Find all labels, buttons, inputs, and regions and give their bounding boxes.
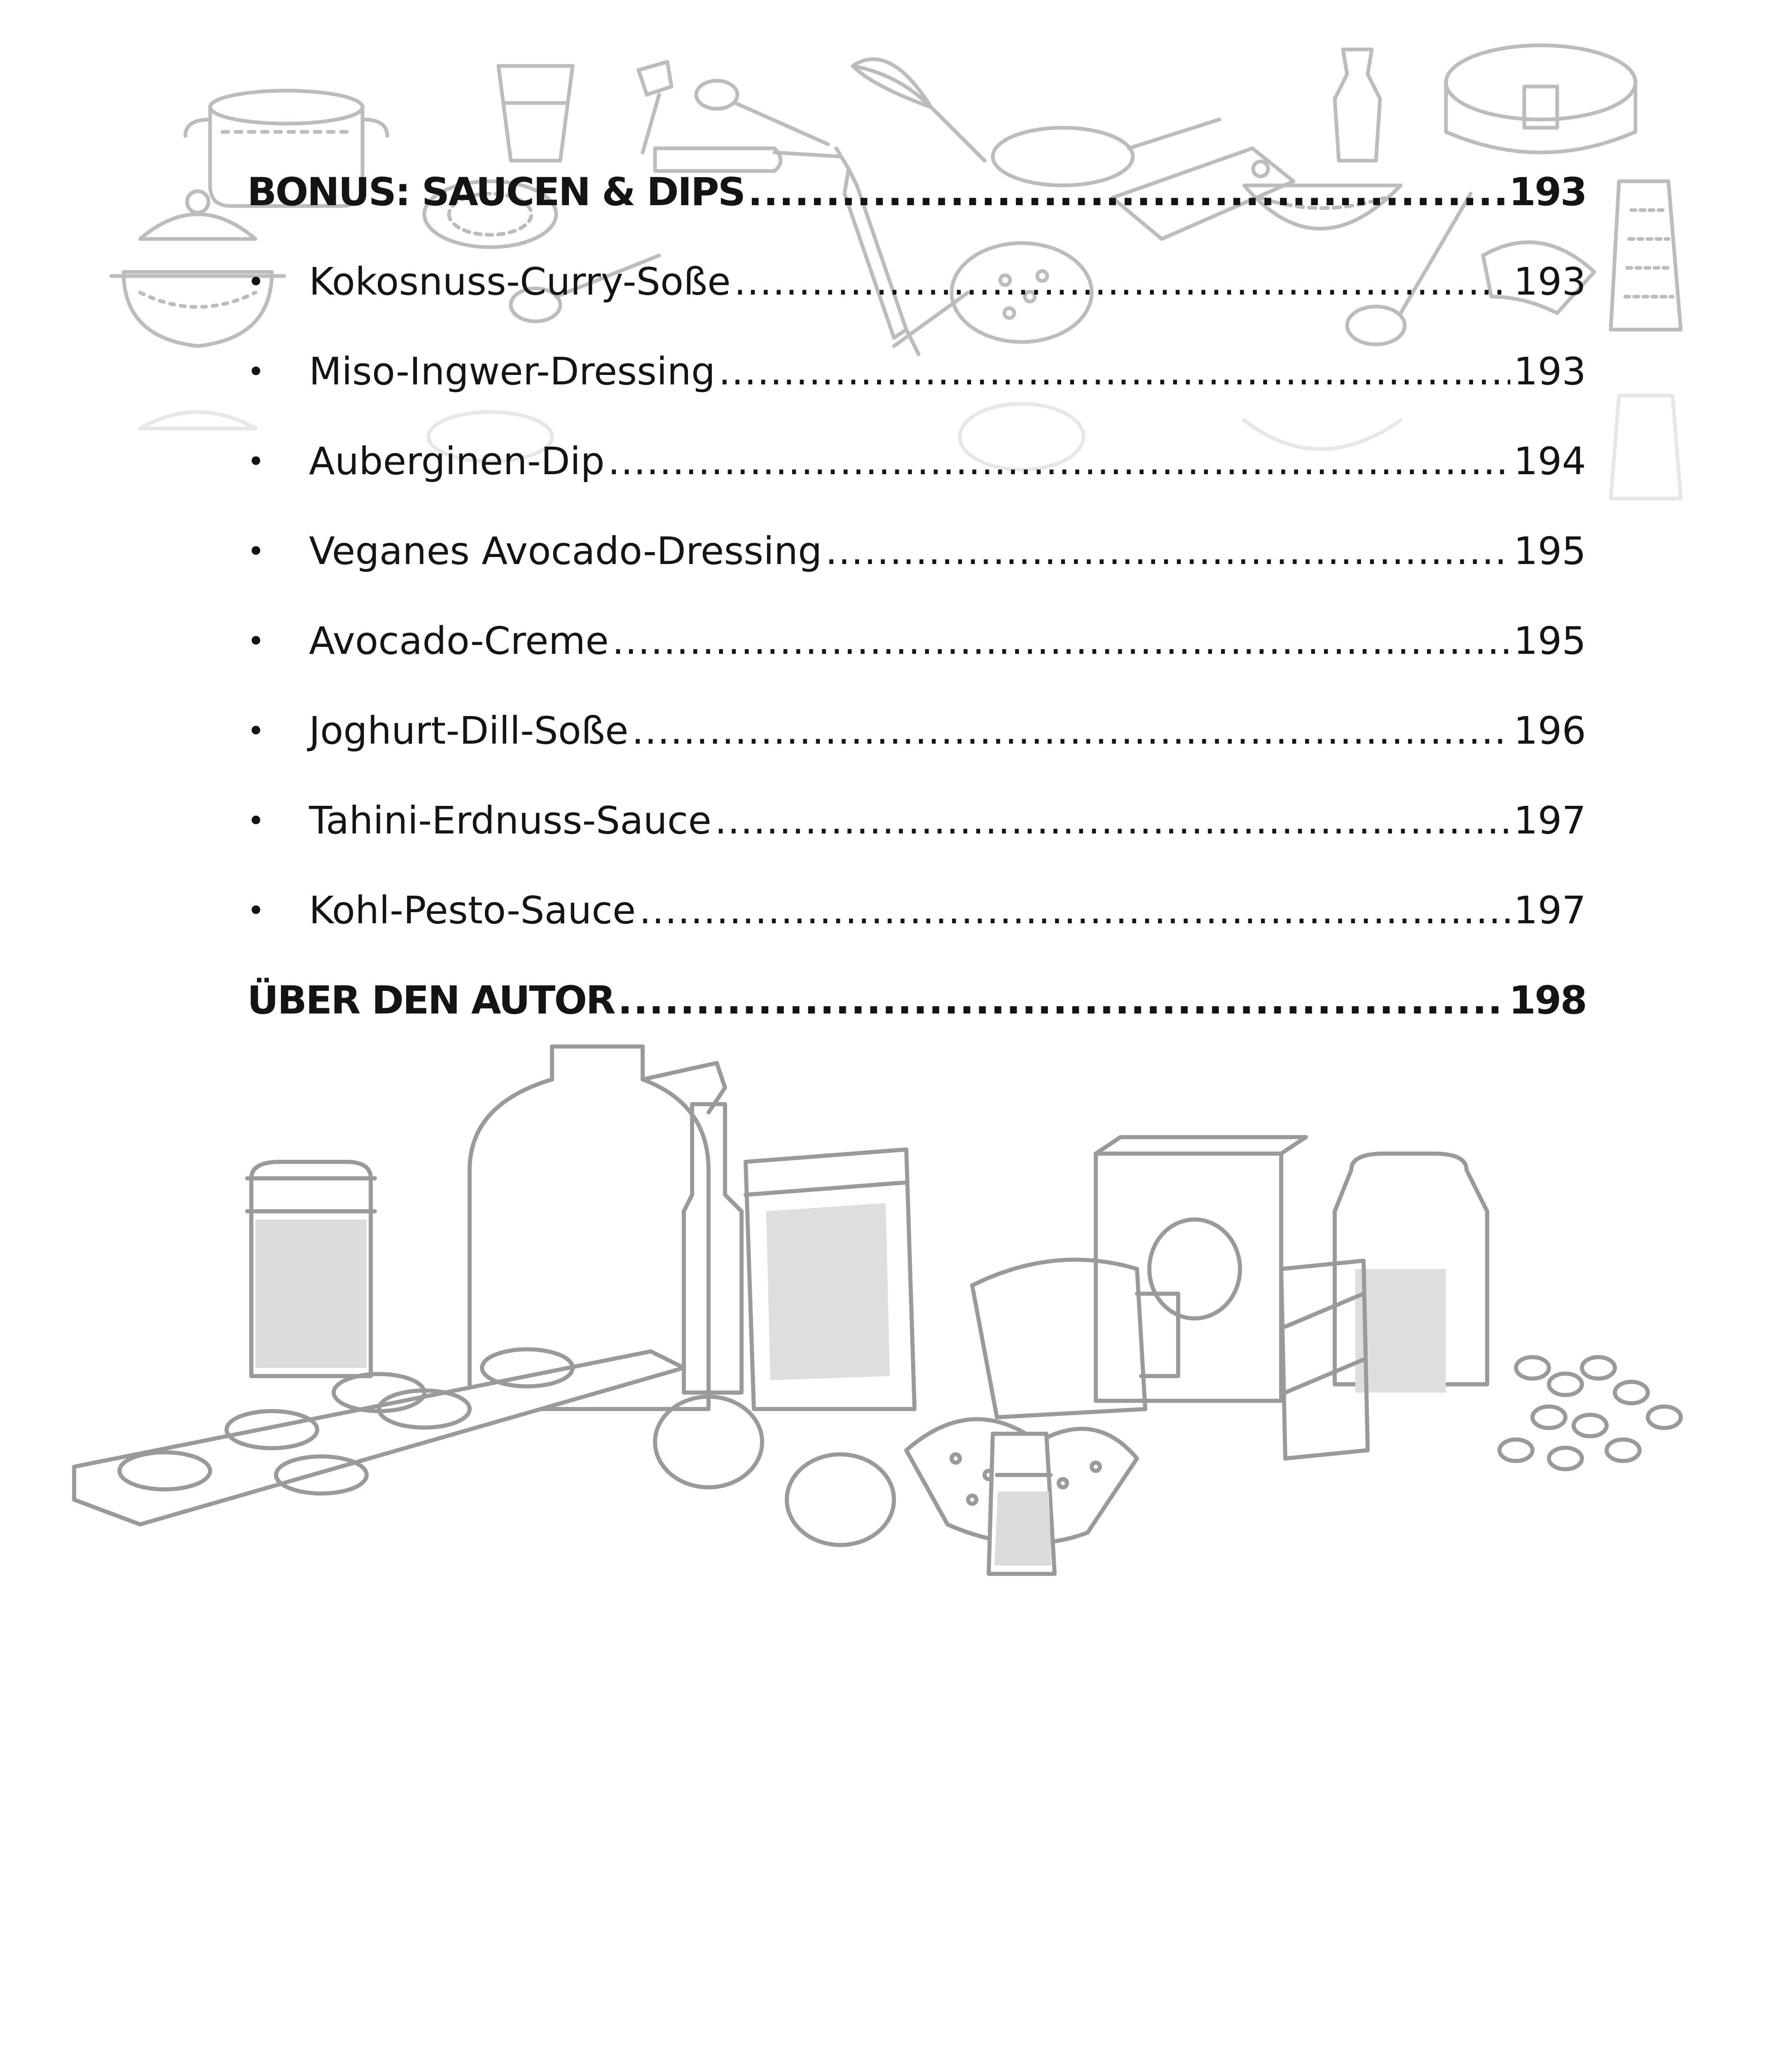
toc-leader-dots: [608, 442, 1511, 480]
bullet-icon: •: [247, 265, 265, 299]
toc-leader-dots: [632, 712, 1511, 750]
pot-lid-icon: [140, 191, 255, 239]
bullet-icon: •: [247, 354, 265, 389]
toc-item-title: Tahini-Erdnuss-Sauce: [309, 798, 711, 843]
corkscrew-icon: [639, 62, 671, 152]
toc-leader-dots: [612, 622, 1511, 660]
toc-item-title: Miso-Ingwer-Dressing: [309, 349, 716, 393]
bullet-icon: •: [247, 893, 265, 928]
toc-leader-dots: [715, 802, 1510, 840]
toc-item[interactable]: [247, 349, 1586, 442]
toc-item-title: Kokosnuss-Curry-Soße: [309, 260, 731, 304]
toc-item[interactable]: [247, 619, 1586, 712]
toc-leader-dots: [825, 532, 1510, 570]
toc-page-number: 194: [1514, 439, 1586, 483]
small-bottle-icon: [684, 1104, 742, 1393]
muffin-tray-icon: [74, 1349, 684, 1524]
bullet-icon: •: [247, 803, 265, 838]
box-icon: [1096, 1137, 1306, 1401]
toc-leader-dots: [618, 981, 1506, 1020]
glass-icon: [498, 66, 573, 161]
jar-icon: [1335, 1154, 1487, 1393]
beans-icon: [1500, 1357, 1681, 1469]
toc-page-number: 193: [1514, 260, 1586, 304]
toc-item-title: Avocado-Creme: [309, 619, 609, 663]
pepper-mill-icon: [1335, 49, 1380, 161]
toc-item[interactable]: [247, 798, 1586, 892]
toc-heading-title: BONUS: SAUCEN & DIPS: [247, 170, 745, 215]
jar-icon: [247, 1162, 375, 1376]
spoon-icon: [696, 81, 828, 144]
toc-item[interactable]: [247, 260, 1586, 353]
toc-leader-dots: [734, 263, 1511, 301]
toc-page-number: 195: [1514, 529, 1586, 573]
measuring-cup-icon: [972, 1260, 1178, 1418]
toc-page-number: 197: [1514, 888, 1586, 932]
toc-item-title: Veganes Avocado-Dressing: [309, 529, 822, 573]
tin-can-icon: [1281, 1261, 1368, 1458]
toc-heading-title: ÜBER DEN AUTOR: [247, 978, 615, 1023]
toc-leader-dots: [748, 173, 1505, 212]
toc-item[interactable]: [247, 439, 1586, 532]
bullet-icon: •: [247, 624, 265, 658]
pantry-still-life-illustration: [66, 1038, 1722, 1594]
toc-item[interactable]: [247, 529, 1586, 622]
bullet-icon: •: [247, 534, 265, 569]
toc-leader-dots: [718, 353, 1510, 391]
toc-page-number: 196: [1514, 709, 1586, 753]
toc-page-number: 195: [1514, 619, 1586, 663]
toc-page-number: 193: [1509, 170, 1586, 215]
bullet-icon: •: [247, 444, 265, 479]
bullet-icon: •: [247, 714, 265, 748]
toc-item[interactable]: [247, 709, 1586, 802]
table-of-contents: [247, 170, 1586, 1071]
springform-pan-icon: [1446, 45, 1635, 152]
toc-page-number: 197: [1514, 798, 1586, 843]
toc-page-number: 193: [1514, 349, 1586, 393]
toc-leader-dots: [639, 892, 1510, 929]
toc-item-title: Auberginen-Dip: [309, 439, 605, 483]
toc-page-number: 198: [1509, 978, 1586, 1023]
grater-icon: [1611, 181, 1681, 330]
whisk-icon: [853, 59, 985, 161]
toc-heading-bonus[interactable]: [247, 170, 1586, 263]
toc-item[interactable]: [247, 888, 1586, 981]
knife-icon: [655, 148, 840, 171]
bottle-icon: [470, 1046, 725, 1409]
toc-item-title: Joghurt-Dill-Soße: [309, 709, 629, 753]
egg-icon: [655, 1397, 894, 1545]
canister-icon: [746, 1149, 915, 1409]
toc-item-title: Kohl-Pesto-Sauce: [309, 888, 636, 932]
spice-jar-icon: [989, 1434, 1055, 1574]
